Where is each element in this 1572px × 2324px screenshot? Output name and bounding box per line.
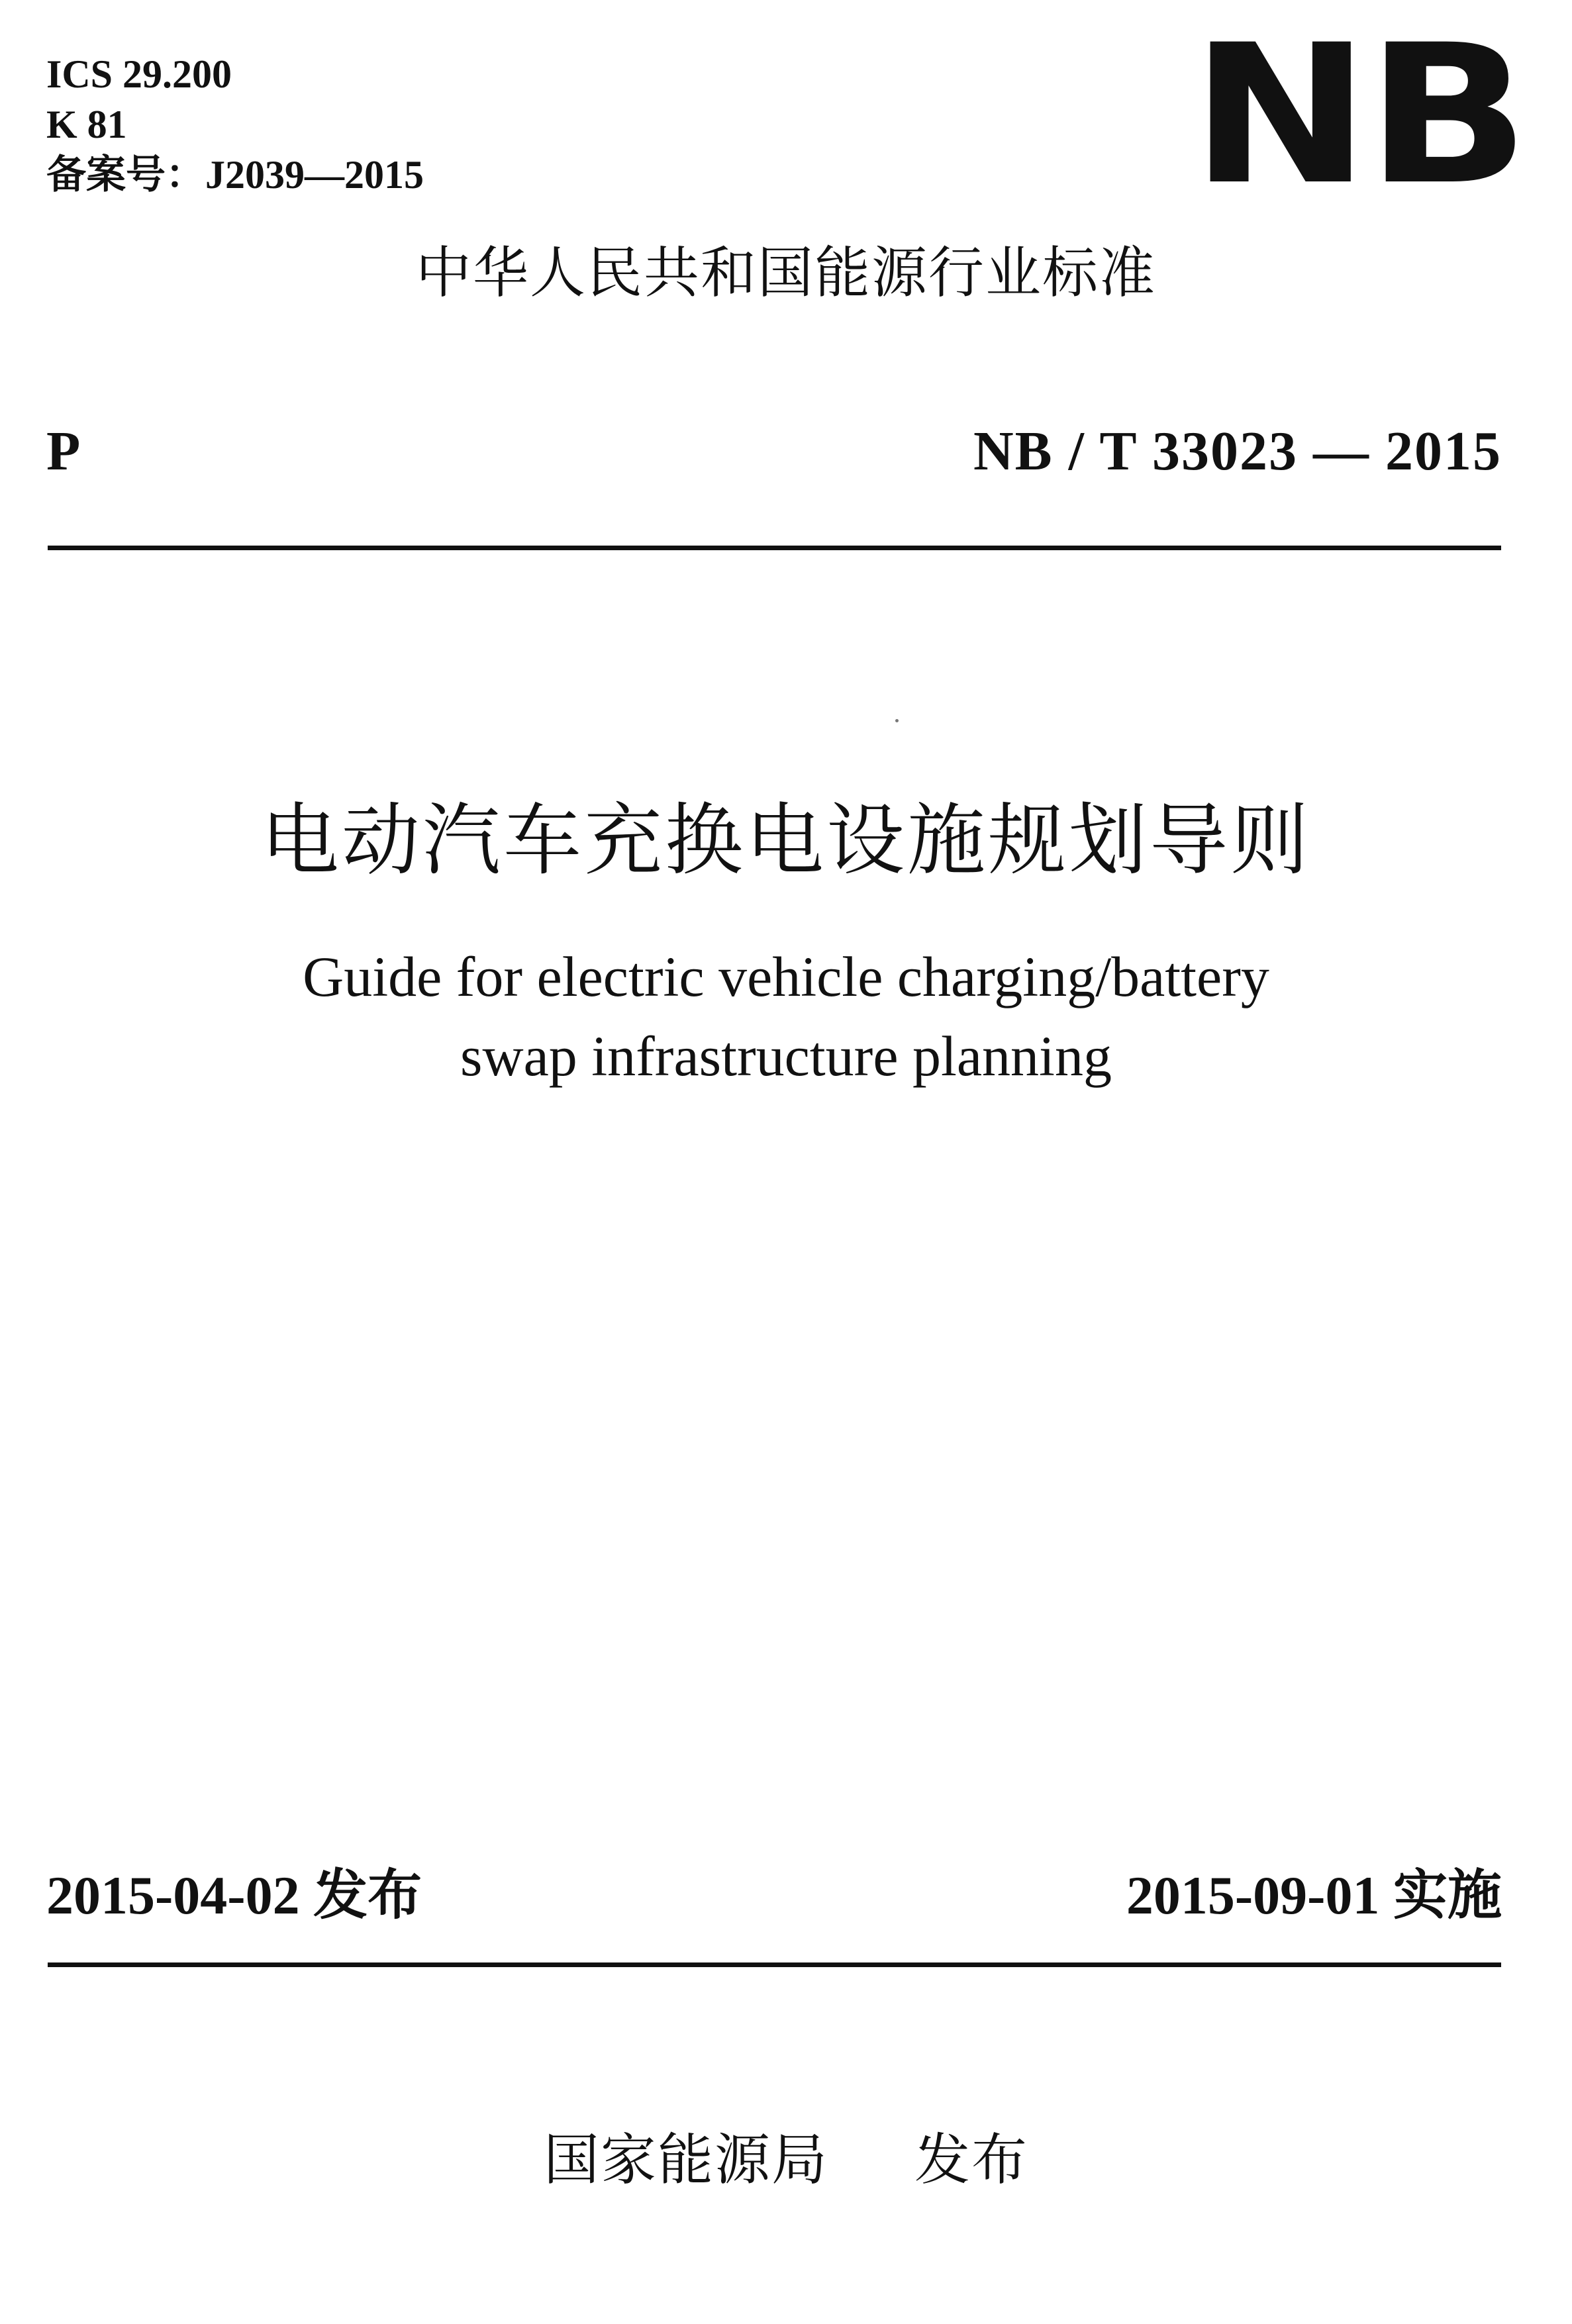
filing-number: 备案号：J2039—2015 [46,153,424,197]
ics-code: ICS 29.200 [46,52,232,96]
standard-type-heading: 中华人民共和国能源行业标准 [415,240,1156,305]
title-english-line2: swap infrastructure planning [460,1024,1112,1088]
category-code: P [46,420,81,482]
title-chinese: 电动汽车充换电设施规划导则 [260,795,1311,886]
issue-date: 2015-04-02 发布 [46,1865,422,1925]
publisher-line [0,2127,1572,2192]
publisher-name: 国家能源局 [543,2127,828,2192]
top-divider [48,546,1501,550]
publisher-action: 发布 [914,2127,1029,2192]
nb-logo: NB [1191,4,1526,227]
standard-number: NB / T 33023 — 2015 [973,420,1502,482]
title-english-line1: Guide for electric vehicle charging/battery [303,945,1269,1008]
bottom-divider [48,1962,1501,1967]
implementation-date: 2015-09-01 实施 [1126,1865,1502,1925]
classification-code: K 81 [46,103,127,146]
scan-speck [895,719,899,722]
